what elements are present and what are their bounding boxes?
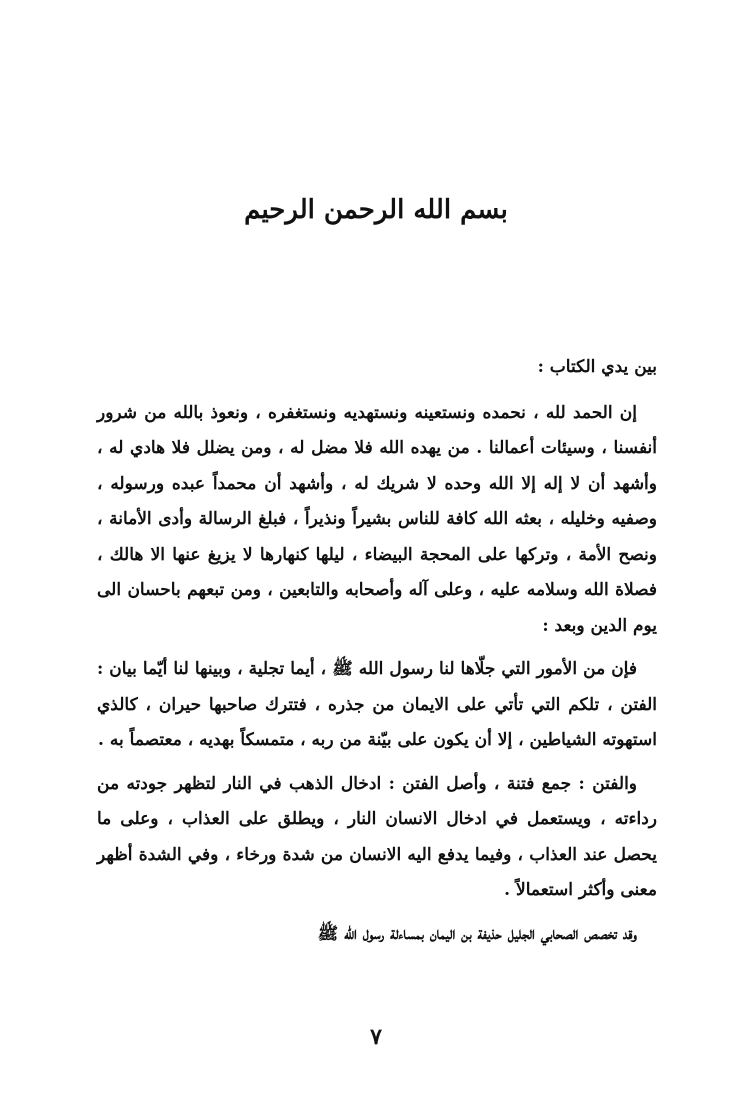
paragraph: إن الحمد لله ، نحمده ونستعينه ونستهديه ونستغفره ، ونعوذ بالله من شرور أنفسنا ، وسيئات أعمالنا . من يهده الله فلا مضل له ، ومن يضلل فلا هادي له ، وأشهد أن لا إله إلا الله وحده لا شريك له ، وأشهد أن محمداً عبده ورسوله ، وصفيه وخليله ، بعثه الله كافة للناس بشيراً ونذيراً ، فبلغ الرسالة وأدى الأمانة ، ونصح الأمة ، وتركها على المحجة البيضاء ، ليلها كنهارها لا يزيغ عنها الا هالك ، فصلاة الله وسلامه عليه ، وعلى آله وأصحابه والتابعين ، ومن تبعهم باحسان الى يوم الدين وبعد : <box>97 402 657 636</box>
paragraph: وقد تخصص الصحابي الجليل حذيفة بن اليمان بمساءلة رسول الله ﷺ <box>317 923 637 944</box>
paragraph: والفتن : جمع فتنة ، وأصل الفتن : ادخال الذهب في النار لتظهر جودته من رداءته ، ويستعمل في ادخال الانسان النار ، ويطلق على العذاب ، وعلى ما يحصل عند العذاب ، وفيما يدفع اليه الانسان من شدة ورخاء ، وفي الشدة أظهر معنى وأكثر استعمالاً . <box>97 773 657 900</box>
paragraph: فإن من الأمور التي جلّاها لنا رسول الله ﷺ ، أيما تجلية ، وبينها لنا أيّما بيان : الفتن ، تلكم التي تأتي على الايمان من جذره ، فتترك صاحبها حيران ، كالذي استهوته الشياطين ، إلا أن يكون على بيّنة من ربه ، متمسكاً بهديه ، معتصماً به . <box>97 659 657 750</box>
section-heading: بين يدي الكتاب : <box>537 357 657 377</box>
page-number: ٧ <box>370 1024 382 1050</box>
page-body <box>97 350 657 960</box>
basmala-title: بسم الله الرحمن الرحيم <box>244 195 508 225</box>
